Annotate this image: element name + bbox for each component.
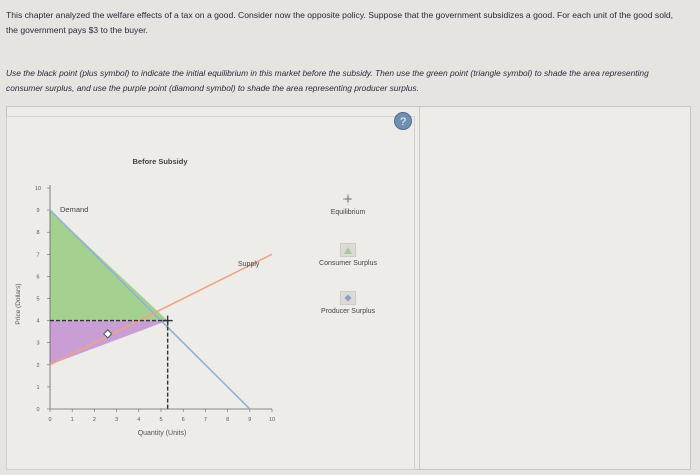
y-tick-label: 6: [36, 274, 40, 281]
instruction-text: Use the black point (plus symbol) to indicate the initial equilibrium in this market before the subsidy. Then use the green point (triangle symbol) to shade the area representing consumer surplus, and use the purple point (diamond symbol) to shade the area representing producer surplus.: [6, 68, 649, 93]
y-tick-label: 0: [36, 407, 40, 413]
x-tick-label: 3: [115, 417, 119, 423]
y-tick-label: 2: [36, 362, 40, 369]
x-tick-label: 7: [203, 417, 207, 423]
producer-surplus-tool[interactable]: [302, 291, 394, 315]
producer-surplus-label: Producer Surplus: [320, 308, 376, 315]
y-tick-label: 1: [36, 384, 40, 391]
y-axis-label: Price (Dollars): [15, 283, 22, 325]
supply-label: Supply: [238, 261, 260, 268]
help-button[interactable]: ?: [394, 112, 412, 130]
x-tick-label: 0: [48, 417, 52, 423]
equilibrium-tool[interactable]: [312, 192, 384, 216]
demand-label: Demand: [60, 205, 89, 214]
y-tick-label: 5: [36, 296, 40, 303]
y-tick-label: 4: [36, 318, 40, 325]
equilibrium-label: Equilibrium: [330, 209, 366, 216]
y-tick-label: 10: [34, 186, 42, 192]
plus-icon: [340, 192, 356, 206]
diamond-icon: [340, 291, 356, 305]
x-tick-label: 9: [248, 417, 252, 423]
x-tick-label: 5: [159, 417, 163, 423]
intro-text: This chapter analyzed the welfare effects of a tax on a good. Consider now the opposite policy. Suppose that the government subsidizes a good. For each unit of the good sold, the government pays $3 to the buyer.: [6, 10, 674, 35]
x-tick-label: 4: [137, 417, 141, 423]
x-tick-label: 10: [268, 417, 276, 423]
x-tick-label: 8: [226, 417, 230, 423]
chart-title: Before Subsidy: [132, 157, 188, 166]
producer-surplus-area: [50, 321, 168, 365]
y-tick-label: 7: [36, 252, 40, 259]
x-tick-label: 6: [181, 417, 185, 423]
y-tick-label: 8: [36, 230, 40, 237]
triangle-icon: [340, 243, 356, 257]
x-axis-label: Quantity (Units): [137, 430, 187, 437]
consumer-surplus-label: Consumer Surplus: [319, 260, 377, 267]
consumer-surplus-tool[interactable]: [302, 243, 394, 267]
y-tick-label: 3: [36, 340, 40, 347]
x-tick-label: 2: [92, 417, 96, 423]
y-tick-label: 9: [36, 208, 40, 215]
x-tick-label: 1: [70, 417, 74, 423]
